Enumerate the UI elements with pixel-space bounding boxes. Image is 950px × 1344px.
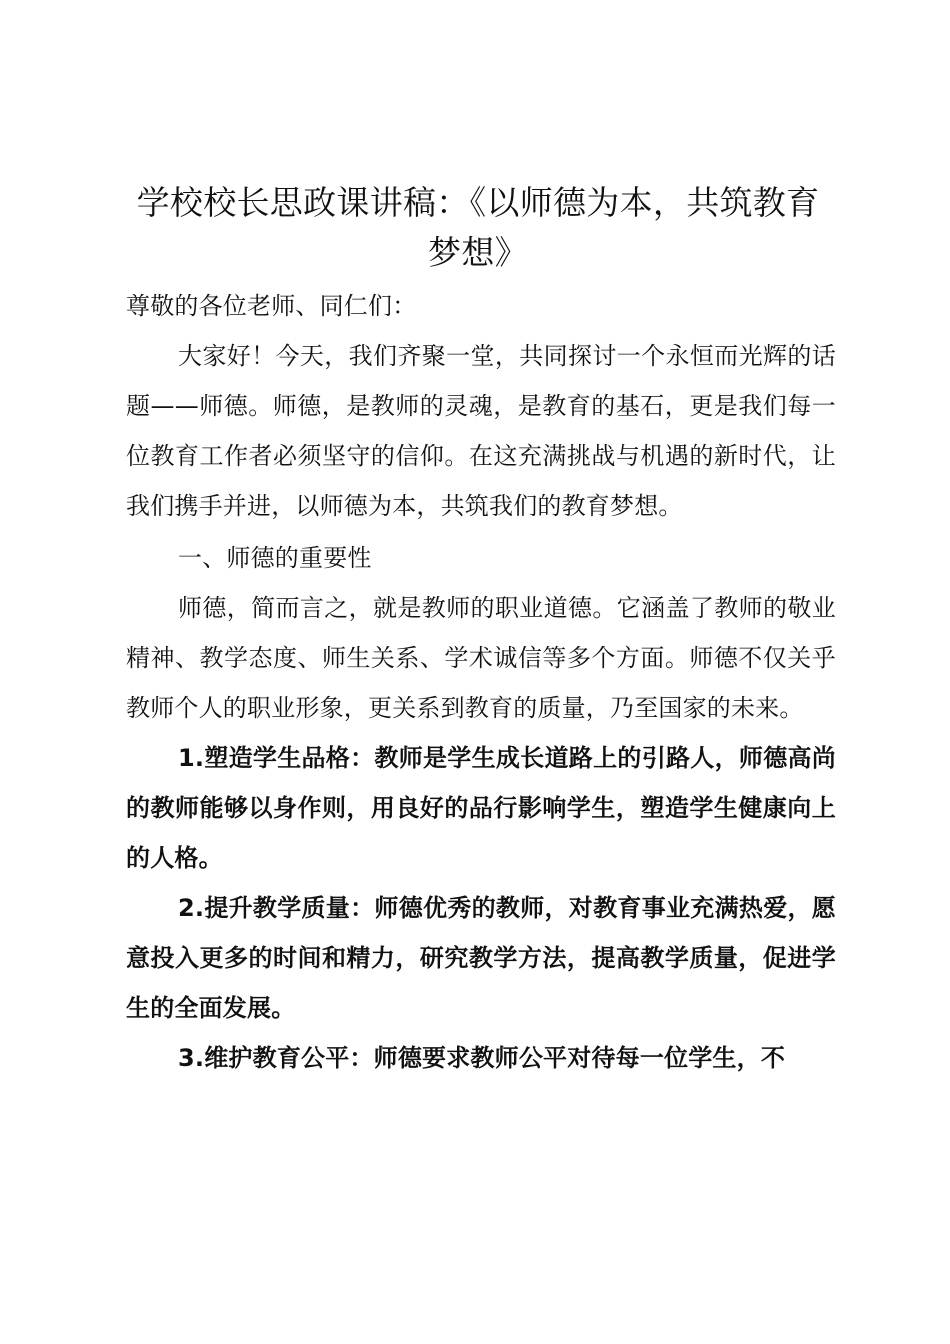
- point-2-paragraph: 2.提升教学质量：师德优秀的教师，对教育事业充满热爱，愿意投入更多的时间和精力，研究教学方法，提高教学质量，促进学生的全面发展。: [126, 894, 836, 1022]
- intro-paragraph: 大家好！今天，我们齐聚一堂，共同探讨一个永恒而光辉的话题——师德。师德，是教师的灵魂，是教育的基石，更是我们每一位教育工作者必须坚守的信仰。在这充满挑战与机遇的新时代，让我们携手并进，以师德为本，共筑我们的教育梦想。: [126, 342, 836, 520]
- document-title: 学校校长思政课讲稿：《以师德为本，共筑教育梦想》: [136, 183, 820, 272]
- point-1-paragraph: 1.塑造学生品格：教师是学生成长道路上的引路人，师德高尚的教师能够以身作则，用良好的品行影响学生，塑造学生健康向上的人格。: [126, 744, 836, 872]
- section-heading: 一、师德的重要性: [178, 544, 372, 572]
- document-page: [126, 178, 836, 1083]
- point-3-paragraph: 3.维护教育公平：师德要求教师公平对待每一位学生，不: [178, 1044, 786, 1072]
- greeting: 尊敬的各位老师、同仁们：: [126, 292, 417, 320]
- section-body-paragraph: 师德，简而言之，就是教师的职业道德。它涵盖了教师的敬业精神、教学态度、师生关系、学术诚信等多个方面。师德不仅关乎教师个人的职业形象，更关系到教育的质量，乃至国家的未来。: [126, 594, 836, 722]
